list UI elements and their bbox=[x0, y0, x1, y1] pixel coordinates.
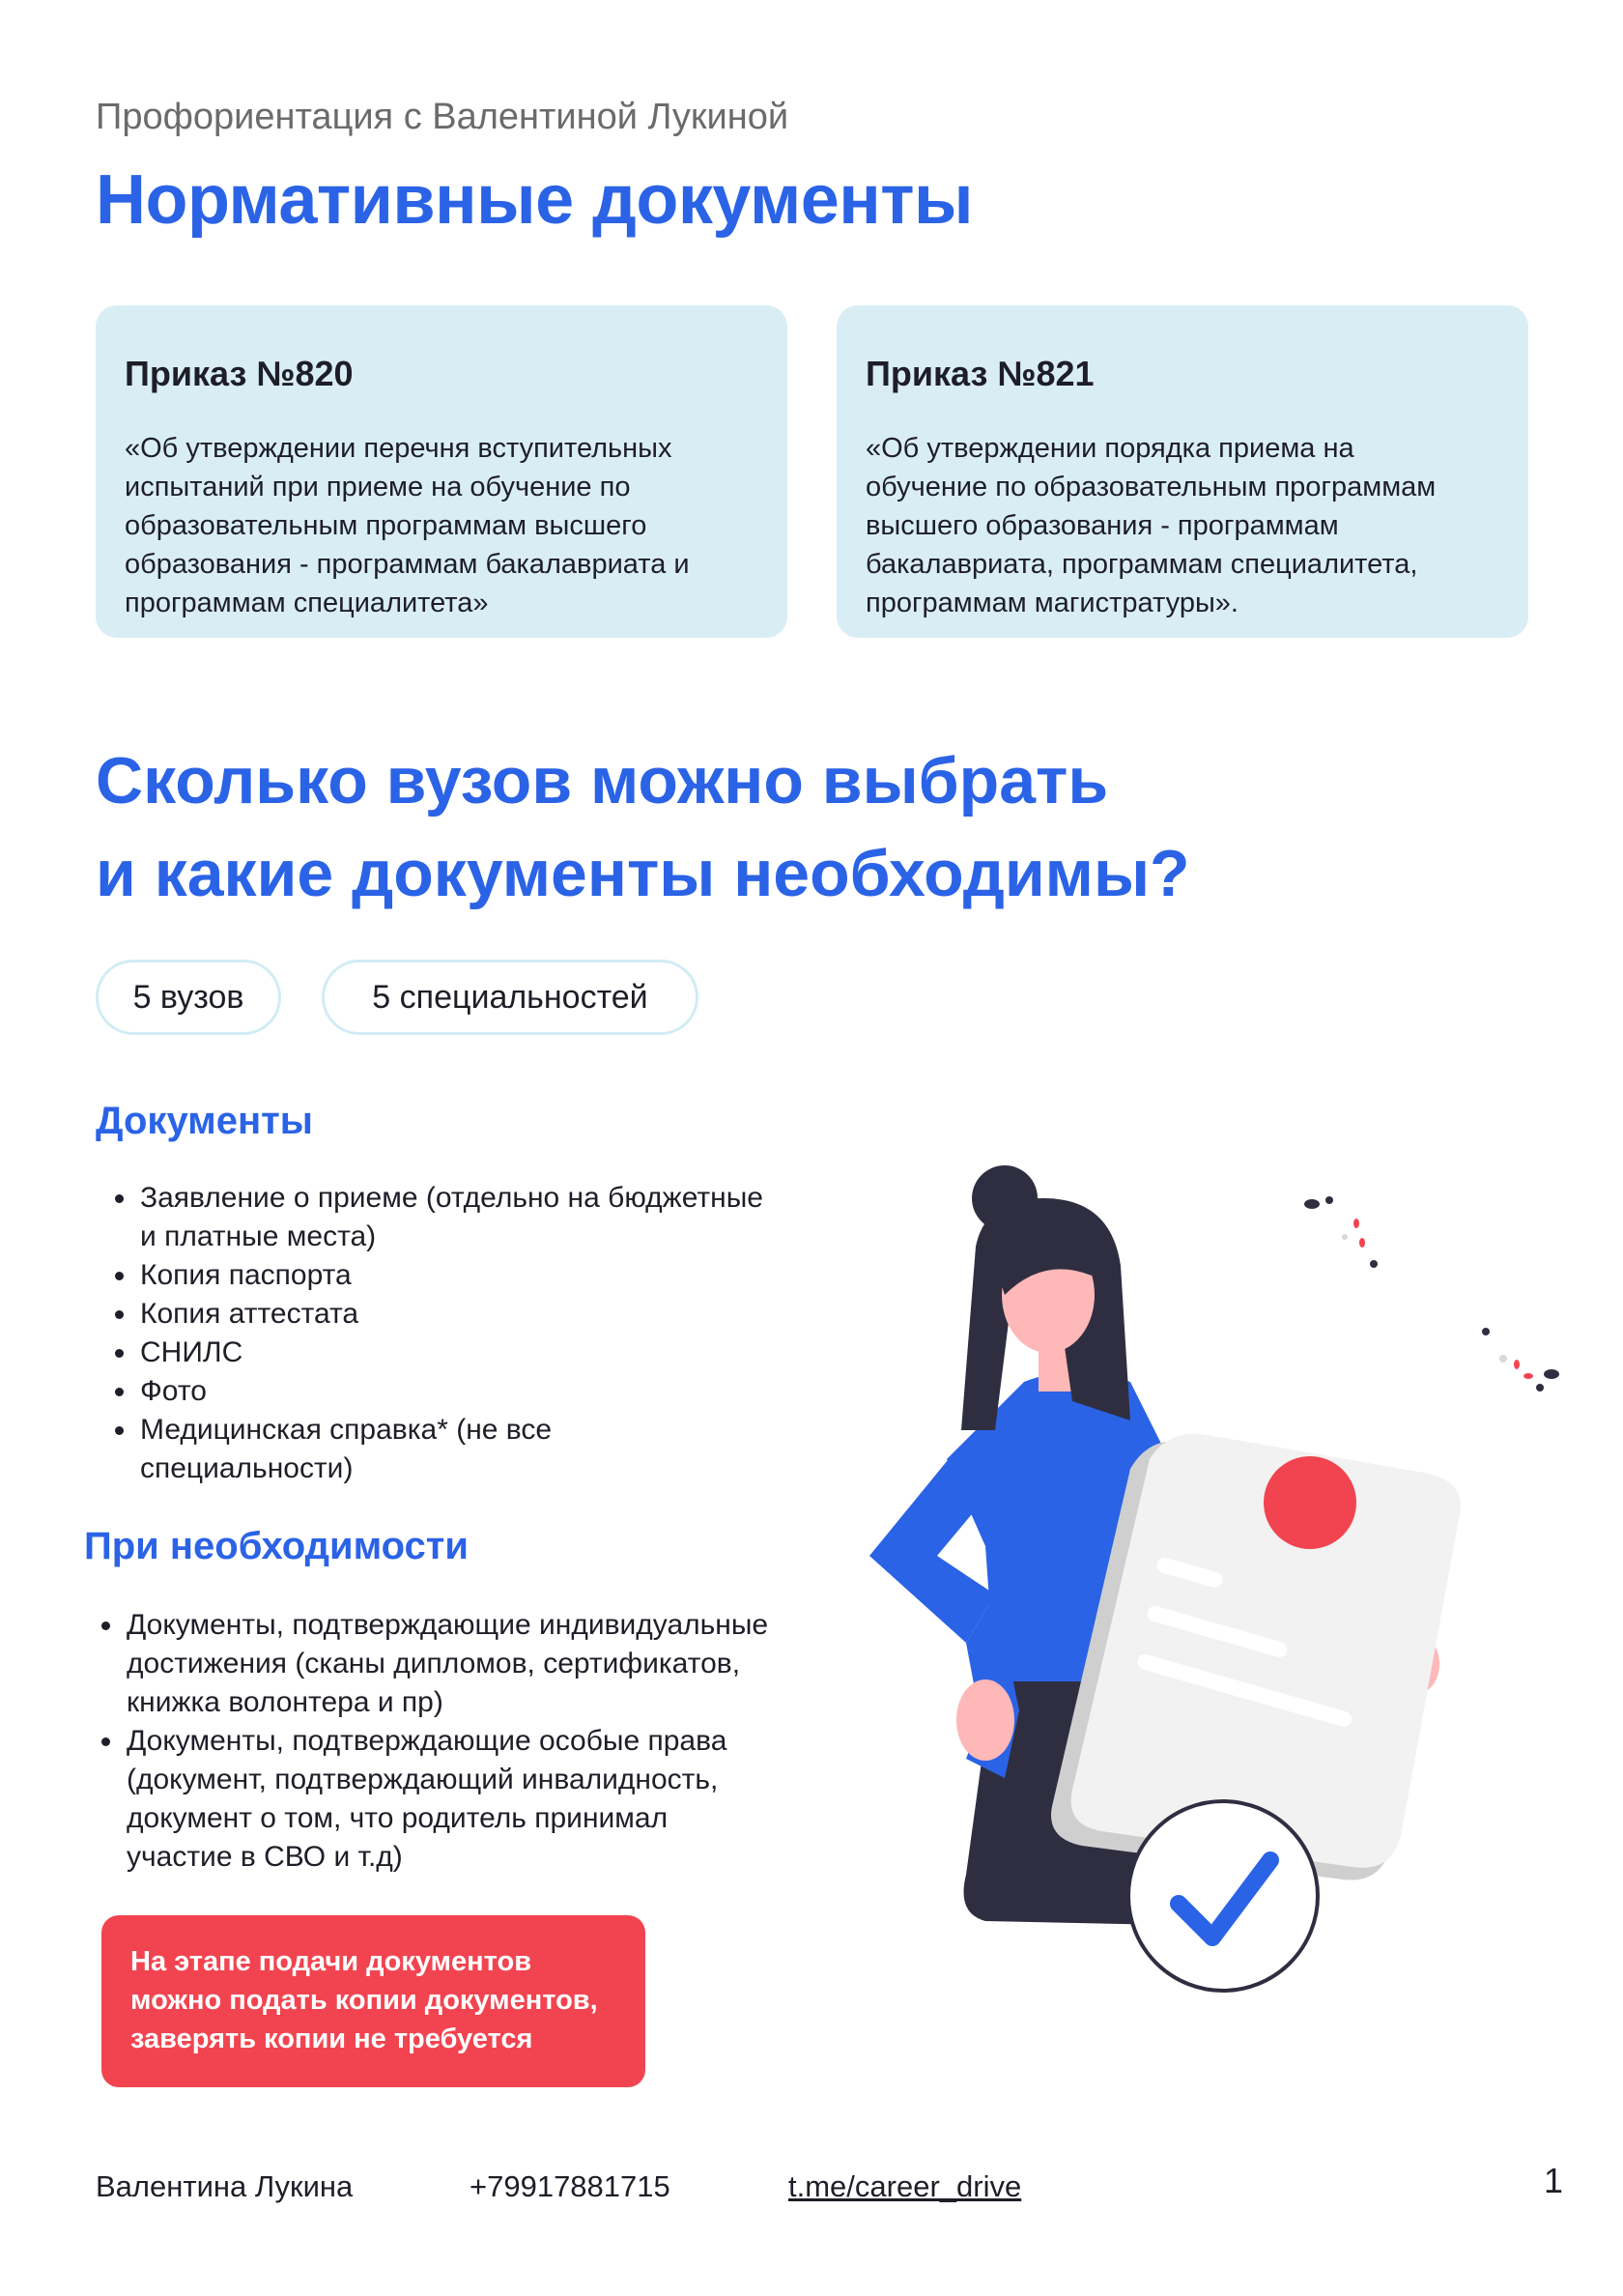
list-item: • Медицинская справка* (не все специальности) bbox=[138, 1411, 892, 1488]
documents-heading: Документы bbox=[96, 1100, 313, 1142]
list-item: • Документы, подтверждающие особые права (документ, подтверждающий инвалидность, документ о том, что родитель принимал участие в СВО и т.д) bbox=[125, 1722, 897, 1877]
page-number: 1 bbox=[1543, 2161, 1563, 2200]
footer-name: Валентина Лукина bbox=[96, 2169, 354, 2203]
order-title: Приказ №820 bbox=[125, 354, 354, 393]
documents-list bbox=[96, 1179, 892, 1488]
confetti-dots bbox=[1304, 1196, 1559, 1392]
order-title: Приказ №821 bbox=[866, 354, 1095, 393]
footer-telegram-link[interactable]: t.me/career_drive bbox=[788, 2169, 1022, 2203]
section-heading-question: Сколько вузов можно выбрать и какие документы необходимы? bbox=[96, 744, 1190, 910]
list-item: • Фото bbox=[138, 1372, 892, 1411]
list-item: • Копия аттестата bbox=[138, 1295, 892, 1334]
woman-holding-document-illustration bbox=[850, 1140, 1565, 2010]
pill-universities: 5 вузов bbox=[96, 960, 281, 1035]
optional-list bbox=[82, 1606, 897, 1877]
pill-specialties: 5 специальностей bbox=[322, 960, 698, 1035]
footer-phone[interactable]: +79917881715 bbox=[470, 2169, 670, 2203]
order-card-820 bbox=[96, 305, 787, 638]
list-item: • Копия паспорта bbox=[138, 1256, 892, 1295]
list-item: • СНИЛС bbox=[138, 1334, 892, 1372]
page-title: Нормативные документы bbox=[96, 161, 974, 239]
order-description: «Об утверждении перечня вступительных испытаний при приеме на обучение по образовательным программам высшего образования - программам бакалавриата и программам специалитета» bbox=[125, 433, 690, 618]
page-subtitle: Профориентация с Валентиной Лукиной bbox=[96, 97, 789, 137]
list-item: • Документы, подтверждающие индивидуальные достижения (сканы дипломов, сертификатов, книжка волонтера и пр) bbox=[125, 1606, 897, 1722]
copies-note: На этапе подачи документов можно подать копии документов, заверять копии не требуется bbox=[101, 1915, 645, 2087]
order-description: «Об утверждении порядка приема на обучение по образовательным программам высшего образования - программам бакалавриата, программам специалитета, программам магистратуры». bbox=[866, 433, 1437, 618]
order-card-821 bbox=[837, 305, 1528, 638]
list-item: • Заявление о приеме (отдельно на бюджетные и платные места) bbox=[138, 1179, 892, 1256]
optional-heading: При необходимости bbox=[84, 1525, 469, 1567]
